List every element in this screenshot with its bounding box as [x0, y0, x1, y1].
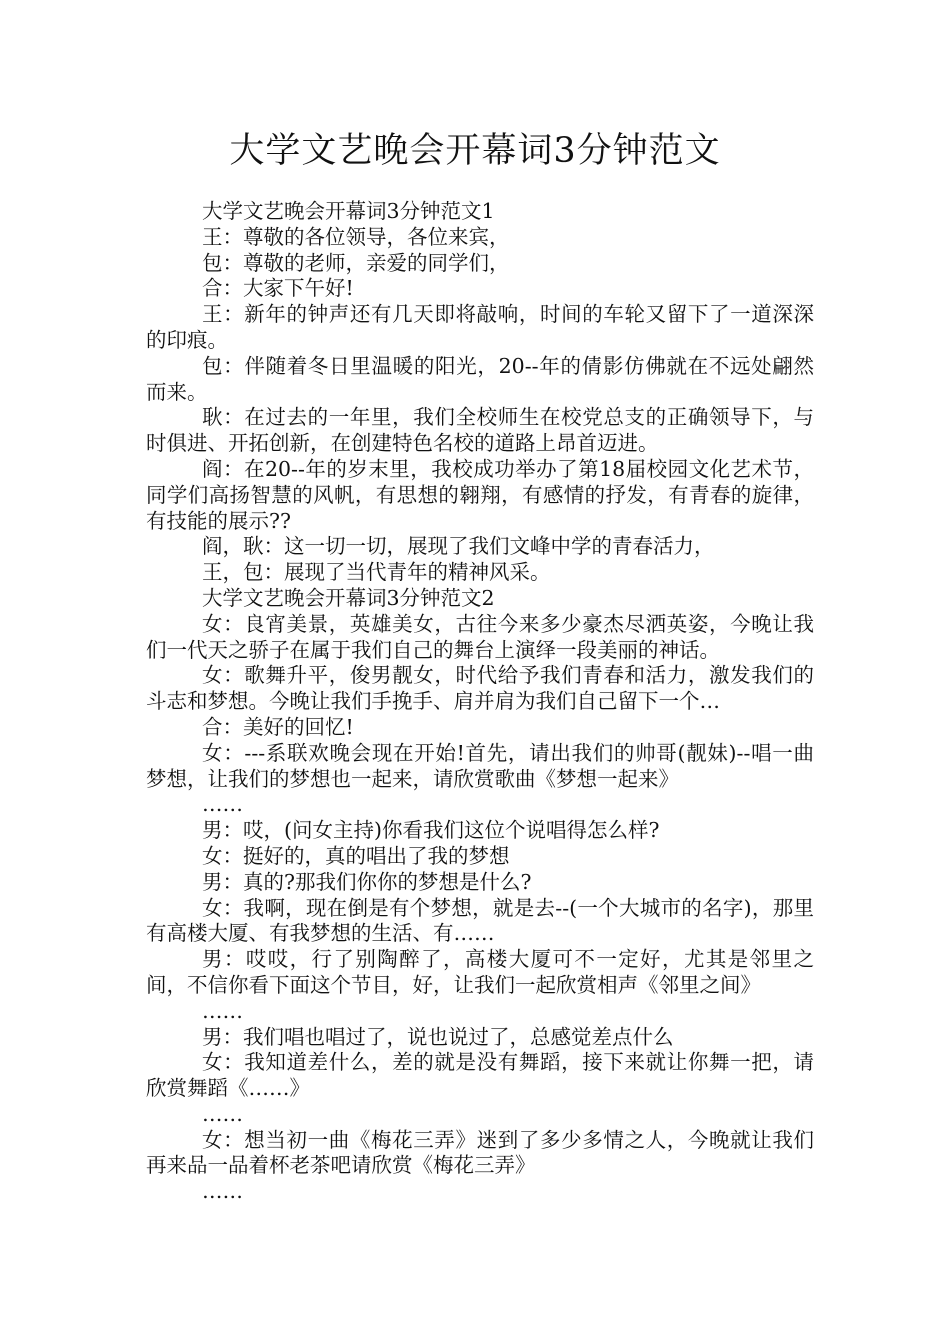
- paragraph: 阎：在20--年的岁末里，我校成功举办了第18届校园文化艺术节，同学们高扬智慧的风帆，有思想的翱翔，有感情的抒发，有青春的旋律，有技能的展示??: [146, 456, 814, 533]
- paragraph: 女：想当初一曲《梅花三弄》迷到了多少多情之人，今晚就让我们再来品一品着杯老茶吧请欣赏《梅花三弄》: [146, 1127, 814, 1178]
- paragraph: 女：---系联欢晚会现在开始!首先，请出我们的帅哥(靓妹)--唱一曲梦想，让我们的梦想也一起来，请欣赏歌曲《梦想一起来》: [146, 740, 814, 791]
- paragraph: 男：哎哎，行了别陶醉了，高楼大厦可不一定好，尤其是邻里之间，不信你看下面这个节目，好，让我们一起欣赏相声《邻里之间》: [146, 947, 814, 997]
- paragraph: 王：新年的钟声还有几天即将敲响，时间的车轮又留下了一道深深的印痕。: [146, 302, 814, 352]
- ellipsis-line: ……: [202, 998, 243, 1023]
- paragraph: 包：伴随着冬日里温暖的阳光，20--年的倩影仿佛就在不远处翩然而来。: [146, 353, 814, 404]
- paragraph: 女：挺好的，真的唱出了我的梦想: [202, 843, 510, 868]
- paragraph: 男：我们唱也唱过了，说也说过了，总感觉差点什么: [202, 1024, 674, 1049]
- section-heading-2: 大学文艺晚会开幕词3分钟范文2: [202, 585, 495, 610]
- paragraph: 王，包：展现了当代青年的精神风采。: [202, 560, 551, 585]
- paragraph: 女：我啊，现在倒是有个梦想，就是去--(一个大城市的名字)，那里有高楼大厦、有我梦想的生活、有……: [146, 895, 814, 946]
- paragraph: 合：大家下午好!: [202, 276, 354, 301]
- paragraph: 包：尊敬的老师，亲爱的同学们，: [202, 250, 510, 275]
- paragraph: 阎，耿：这一切一切，展现了我们文峰中学的青春活力，: [202, 534, 715, 559]
- paragraph: 耿：在过去的一年里，我们全校师生在校党总支的正确领导下，与时俱进、开拓创新，在创建特色名校的道路上昂首迈进。: [146, 405, 814, 456]
- document-title: 大学文艺晚会开幕词3分钟范文: [229, 131, 721, 171]
- paragraph: 女：歌舞升平，俊男靓女，时代给予我们青春和活力，激发我们的斗志和梦想。今晚让我们手挽手、肩并肩为我们自己留下一个…: [146, 663, 814, 714]
- section-heading-1: 大学文艺晚会开幕词3分钟范文1: [202, 199, 495, 223]
- paragraph: 男：哎，(问女主持)你看我们这位个说唱得怎么样?: [202, 818, 660, 843]
- document-body: [146, 199, 814, 1205]
- paragraph: 女：我知道差什么，差的就是没有舞蹈，接下来就让你舞一把，请欣赏舞蹈《……》: [146, 1050, 814, 1101]
- paragraph: 女：良宵美景，英雄美女，古往今来多少豪杰尽洒英姿，今晚让我们一代天之骄子在属于我们自己的舞台上演绎一段美丽的神话。: [146, 611, 814, 662]
- ellipsis-line: ……: [202, 792, 243, 817]
- paragraph: 合：美好的回忆!: [202, 714, 354, 739]
- paragraph: 男：真的?那我们你你的梦想是什么?: [202, 869, 532, 894]
- ellipsis-line: ……: [202, 1101, 243, 1126]
- paragraph: 王：尊敬的各位领导，各位来宾，: [202, 224, 510, 249]
- ellipsis-line: ……: [202, 1179, 243, 1204]
